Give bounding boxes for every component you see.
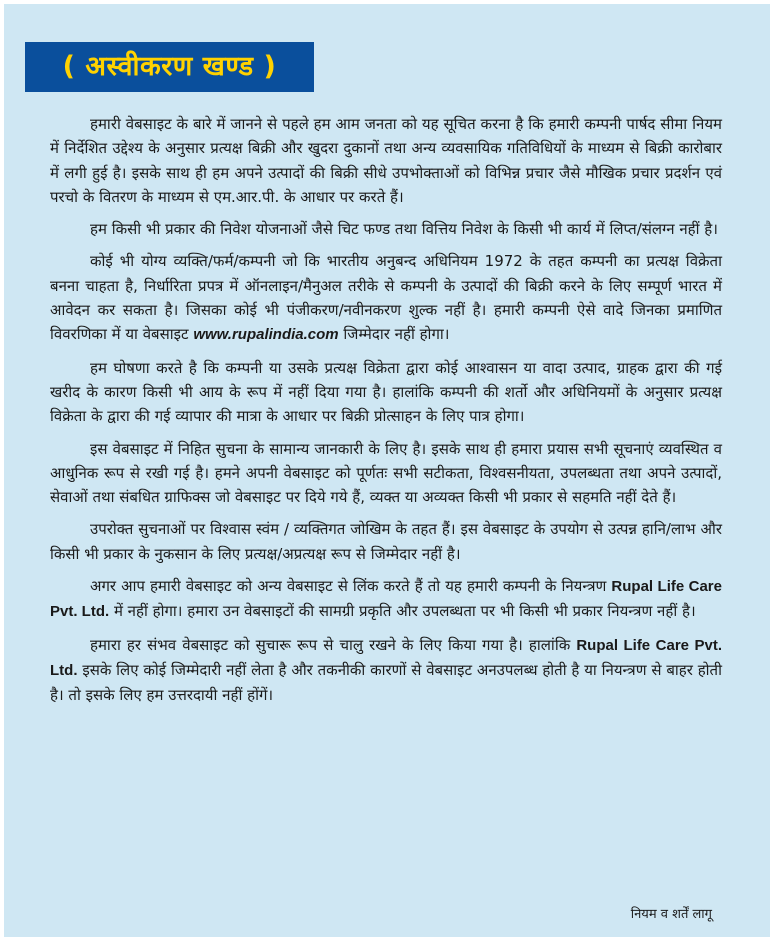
paragraph-availability-tail: इसके लिए कोई जिम्मेदारी नहीं लेता है और तकनीकी कारणों से वेबसाइट अनउपलब्ध होती है या नियन्त्रण से बाहर होती है। तो इसके लिए हम उत्तरदायी नहीं होंगें। bbox=[50, 660, 722, 705]
paragraph-external-links-tail: में नहीं होगा। हमारा उन वेबसाइटों की सामग्री प्रकृति और उपलब्धता पर भी किसी भी प्रकार नियन्त्रण नहीं है। bbox=[109, 602, 696, 621]
paragraph-general-info-text: इस वेबसाइट में निहित सुचना के सामान्य जानकारी के लिए है। इसके साथ ही हमारा प्रयास सभी सूचनाएं व्यवस्थित व आधुनिक रूप से रखी गई है। हमने अपनी वेबसाइट को पूर्णतः सभी सटीकता, विश्वसनीयता, उपलब्धता तथा अपने उत्पादों, सेवाओं तथा संबधित ग्राफिक्स जो वेबसाइट पर दिये गये हैं, व्यक्त या अव्यक्त किसी भी प्रकार से सहमति नहीं देते हैं। bbox=[50, 439, 722, 507]
paragraph-intro bbox=[50, 112, 722, 209]
paragraph-eligibility bbox=[50, 249, 722, 347]
paragraph-external-links-text: अगर आप हमारी वेबसाइट को अन्य वेबसाइट से लिंक करते हैं तो यह हमारी कम्पनी के नियन्त्रण bbox=[90, 577, 607, 596]
paragraph-no-assurance-text: हम घोषणा करते है कि कम्पनी या उसके प्रत्यक्ष विक्रेता द्वारा कोई आश्वासन या वादा उत्पाद, ग्राहक द्वारा की गई खरीद के कारण किसी भी आय के रूप में नहीं दिया गया है। हालांकि कम्पनी की शर्तो और अधिनियमों के अनुसार प्रत्यक्ष विक्रेता के द्वारा की गई व्यापार की मात्रा के आधार पर बिक्री प्रोत्साहन के लिए पात्र होगा। bbox=[50, 358, 722, 426]
paragraph-eligibility-tail: जिम्मेदार नहीं होगा। bbox=[338, 325, 450, 344]
paragraph-availability bbox=[50, 633, 722, 708]
company-name: Rupal Life Care Pvt. Ltd. bbox=[50, 578, 722, 621]
terms-apply-note: नियम व शर्तें लागू bbox=[630, 907, 712, 922]
paragraph-external-links bbox=[50, 574, 722, 625]
paragraph-no-investment bbox=[50, 217, 722, 241]
paragraph-no-assurance bbox=[50, 356, 722, 429]
disclaimer-body bbox=[50, 112, 722, 708]
paragraph-general-info bbox=[50, 437, 722, 510]
website-url: www.rupalindia.com bbox=[193, 326, 339, 344]
paragraph-own-risk bbox=[50, 517, 722, 566]
paragraph-eligibility-text: कोई भी योग्य व्यक्ति/फर्म/कम्पनी जो कि भारतीय अनुबन्द अधिनियम 1972 के तहत कम्पनी का प्रत्यक्ष विक्रेता बनना चाहता है, निर्धारिता प्रपत्र में ऑनलाइन/मैनुअल तरीके से कम्पनी के उत्पादों की बिक्री करने के लिए सम्पूर्ण भारत में आवेदन कर सकता है। जिसका कोई भी पंजीकरण/नवीनकरण शुल्क नहीं है। हमारी कम्पनी ऐसे वादे जिनका प्रमाणित विवरणिका में या वेबसाइट bbox=[50, 252, 722, 344]
paragraph-own-risk-text: उपरोक्त सुचनाओं पर विश्वास स्वंम / व्यक्तिगत जोखिम के तहत हैं। इस वेबसाइट के उपयोग से उत्पन्न हानि/लाभ और किसी भी प्रकार के नुकसान के लिए प्रत्यक्ष/अप्रत्यक्ष रूप से जिम्मेदार नहीं है। bbox=[50, 520, 722, 563]
paragraph-intro-text: हमारी वेबसाइट के बारे में जानने से पहले हम आम जनता को यह सूचित करना है कि हमारी कम्पनी पार्षद सीमा नियम में निर्देशित उद्देश्य के अनुसार प्रत्यक्ष बिक्री और खुदरा दुकानों तथा अन्य व्यवसायिक गतिविधियों के माध्यम से बिक्री कारोबार में लगी हुई है। इसके साथ ही हम अपने उत्पादों की बिक्री सीधे उपभोक्ताओं को विभिन्न प्रचार जैसे मौखिक प्रचार प्रदर्शन एवं परचो के वितरण के माध्यम से एम.आर.पी. के आधार पर करते हैं। bbox=[50, 115, 722, 206]
paragraph-availability-text: हमारा हर संभव वेबसाइट को सुचारू रूप से चालु रखने के लिए किया गया है। हालांकि bbox=[90, 635, 571, 654]
company-name: Rupal Life Care Pvt. Ltd. bbox=[50, 636, 722, 679]
disclaimer-panel bbox=[4, 4, 770, 937]
paragraph-no-investment-text: हम किसी भी प्रकार की निवेश योजनाओं जैसे चिट फण्ड तथा वित्तिय निवेश के किसी भी कार्य में लिप्त/संलग्न नहीं है। bbox=[90, 220, 718, 239]
section-heading: ( अस्वीकरण खण्ड ) bbox=[25, 42, 314, 92]
